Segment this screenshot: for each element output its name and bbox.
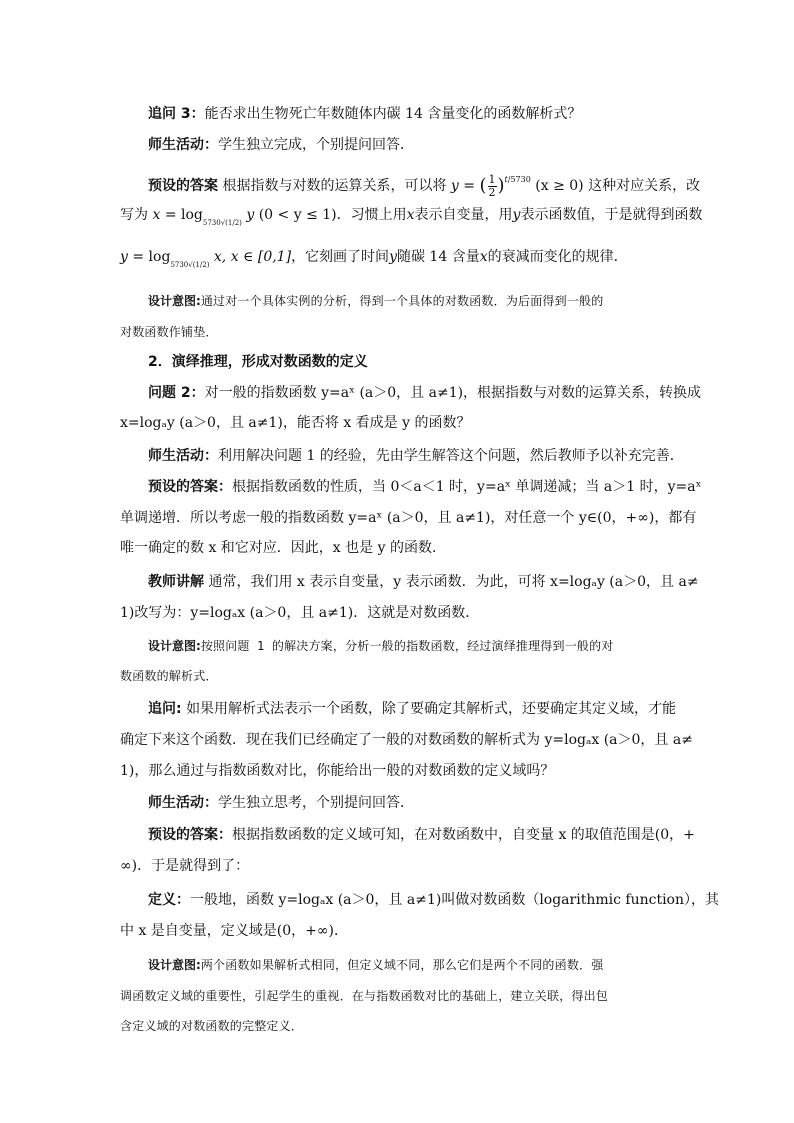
formula-x: x bbox=[152, 207, 161, 223]
formula-paren: ( bbox=[479, 175, 487, 196]
text-carbon: 随碳 14 含量 bbox=[396, 249, 480, 265]
preset-answer-2-text: 根据指数函数的性质，当 0＜a＜1 时，y=aˣ 单调递减；当 a＞1 时，y=aˣ bbox=[232, 479, 702, 495]
activity-3-label: 师生活动： bbox=[148, 795, 218, 811]
preset-answer-label: 预设的答案 bbox=[148, 178, 218, 194]
definition-line-2: 中 x 是自变量，定义域是(0，+∞)． bbox=[120, 923, 349, 939]
formula-condition-2: (0 < y ≤ 1) bbox=[258, 207, 337, 223]
definition-text: 一般地，函数 y=logₐx (a＞0，且 a≠1)叫做对数函数（logarithmic function），其 bbox=[190, 892, 719, 908]
preset-answer-2-line-1 bbox=[148, 477, 702, 497]
design-intent-label: 设计意图: bbox=[148, 294, 201, 308]
activity-3 bbox=[148, 793, 414, 813]
design-intent-text-2: 对数函数作铺垫． bbox=[120, 325, 218, 339]
fraction-denominator: 2 bbox=[488, 185, 496, 199]
question-2-line-1 bbox=[148, 383, 701, 403]
teacher-explain-line-2: 1)改写为：y=logₐx (a＞0，且 a≠1)．这就是对数函数． bbox=[120, 605, 480, 621]
preset-answer-2-line-3: 唯一确定的数 x 和它对应．因此，x 也是 y 的函数． bbox=[120, 540, 446, 556]
formula-log: = log bbox=[164, 207, 203, 223]
followup-2-label: 追问: bbox=[148, 701, 182, 717]
formula-arg-3: x, x ∈ [0,1] bbox=[213, 249, 292, 265]
activity-label: 师生活动： bbox=[148, 137, 218, 153]
activity-text: 学生独立完成，个别提问回答． bbox=[218, 137, 414, 153]
exponent-num: 5730 bbox=[510, 175, 531, 184]
activity-3-text: 学生独立思考，个别提问回答． bbox=[218, 795, 414, 811]
question-2-line-2: x=logₐy (a＞0，且 a≠1)，能否将 x 看成是 y 的函数？ bbox=[120, 415, 471, 431]
formula-log-base-3: 5730√(1/2) bbox=[170, 261, 210, 269]
followup-text: 能否求出生物死亡年数随体内碳 14 含量变化的函数解析式？ bbox=[204, 106, 582, 122]
text-xiewei: 写为 bbox=[120, 207, 148, 223]
formula-fraction bbox=[488, 174, 497, 199]
var-y: y bbox=[512, 207, 521, 223]
design-intent-3-line-3: 含定义域的对数函数的完整定义． bbox=[120, 1019, 304, 1033]
activity-2 bbox=[148, 446, 684, 466]
formula-equals: = bbox=[463, 178, 476, 194]
question-2-label: 问题 2： bbox=[148, 385, 205, 401]
activity-1 bbox=[148, 135, 414, 155]
teacher-explain-line-1 bbox=[148, 572, 699, 592]
preset-answer-3-line-2: ∞)．于是就得到了： bbox=[120, 858, 250, 874]
preset-answer-text: 根据指数与对数的运算关系，可以将 bbox=[222, 178, 447, 194]
text-time: ，它刻画了时间 bbox=[291, 249, 390, 265]
formula-condition: (x ≥ 0) bbox=[535, 178, 584, 194]
text-indep: 表示自变量，用 bbox=[414, 207, 513, 223]
followup-line-2: 确定下来这个函数．现在我们已经确定了一般的对数函数的解析式为 y=logₐx (a＞0，且 a≠ bbox=[120, 732, 693, 748]
design-intent-3-line-2: 调函数定义域的重要性，引起学生的重视．在与指数函数对比的基础上，建立关联，得出包 bbox=[120, 989, 609, 1003]
formula-exponent: t/5730 bbox=[504, 175, 531, 184]
design-intent-3-text: 两个函数如果解析式相同，但定义域不同，那么它们是两个不同的函数．强 bbox=[200, 958, 604, 972]
formula-paren-close: ) bbox=[497, 175, 505, 196]
followup-line-1 bbox=[148, 699, 676, 719]
preset-answer-text-2: 这种对应关系，改 bbox=[588, 178, 701, 194]
design-intent-3-label: 设计意图: bbox=[148, 958, 201, 972]
design-intent-2-line-2: 数函数的解析式． bbox=[120, 669, 218, 683]
followup-2-text: 如果用解析式法表示一个函数，除了要确定其解析式，还要确定其定义域，才能 bbox=[186, 701, 677, 717]
formula-log-base: 5730√(1/2) bbox=[202, 219, 242, 227]
preset-answer-3-label: 预设的答案： bbox=[148, 827, 232, 843]
followup-label: 追问 3： bbox=[148, 106, 205, 122]
fraction-numerator: 1 bbox=[488, 172, 496, 186]
formula-y: y bbox=[450, 178, 459, 194]
question-2-text: 对一般的指数函数 y=aˣ (a＞0，且 a≠1)，根据指数与对数的运算关系，转换成 bbox=[204, 385, 702, 401]
design-intent-2-text: 按照问题 1 的解决方案，分析一般的指数函数，经过演绎推理得到一般的对 bbox=[200, 639, 614, 653]
preset-answer-line-3 bbox=[120, 247, 628, 275]
followup-line-3: 1)，那么通过与指数函数对比，你能给出一般的对数函数的定义域吗？ bbox=[120, 763, 555, 779]
section-heading: 2．演绎推理，形成对数函数的定义 bbox=[148, 354, 368, 370]
preset-answer-line-2 bbox=[120, 205, 702, 233]
preset-answer-3-text: 根据指数函数的定义域可知，在对数函数中，自变量 x 的取值范围是(0，+ bbox=[232, 827, 695, 843]
definition-line-1 bbox=[148, 890, 719, 910]
text-decay: 的衰减而变化的规律． bbox=[487, 249, 628, 265]
formula-y-3: y bbox=[120, 249, 128, 265]
var-y-3: y bbox=[389, 249, 397, 265]
definition-label: 定义： bbox=[148, 892, 190, 908]
formula-y-arg: y bbox=[246, 207, 255, 223]
design-intent-1-line-2 bbox=[120, 322, 218, 342]
design-intent-1-line-1 bbox=[148, 291, 603, 311]
formula-log-3: = log bbox=[132, 249, 171, 265]
design-intent-2-line-1 bbox=[148, 636, 614, 656]
followup-question-3 bbox=[148, 104, 581, 124]
activity-2-text: 利用解决问题 1 的经验，先由学生解答这个问题，然后教师予以补充完善． bbox=[218, 448, 684, 464]
preset-answer-2-label: 预设的答案： bbox=[148, 479, 232, 495]
preset-answer-2-line-2: 单调递增．所以考虑一般的指数函数 y=aˣ (a＞0，且 a≠1)，对任意一个 y∈(0，+∞)，都有 bbox=[120, 510, 697, 526]
text-func: 表示函数值，于是就得到函数 bbox=[520, 207, 703, 223]
var-x: x bbox=[406, 207, 415, 223]
teacher-explain-text: 通常，我们用 x 表示自变量，y 表示函数．为此，可将 x=logₐy (a＞0，且 a≠ bbox=[208, 574, 699, 590]
preset-answer-line-1 bbox=[148, 170, 700, 199]
text-habit: ．习惯上用 bbox=[336, 207, 407, 223]
preset-answer-3-line-1 bbox=[148, 825, 695, 845]
design-intent-2-label: 设计意图: bbox=[148, 639, 201, 653]
var-x-3: x bbox=[479, 249, 488, 265]
design-intent-text: 通过对一个具体实例的分析，得到一个具体的对数函数．为后面得到一般的 bbox=[200, 294, 604, 308]
exponent-var: t bbox=[504, 175, 508, 184]
design-intent-3-line-1 bbox=[148, 955, 603, 975]
activity-2-label: 师生活动： bbox=[148, 448, 218, 464]
teacher-explain-label: 教师讲解 bbox=[148, 574, 204, 590]
